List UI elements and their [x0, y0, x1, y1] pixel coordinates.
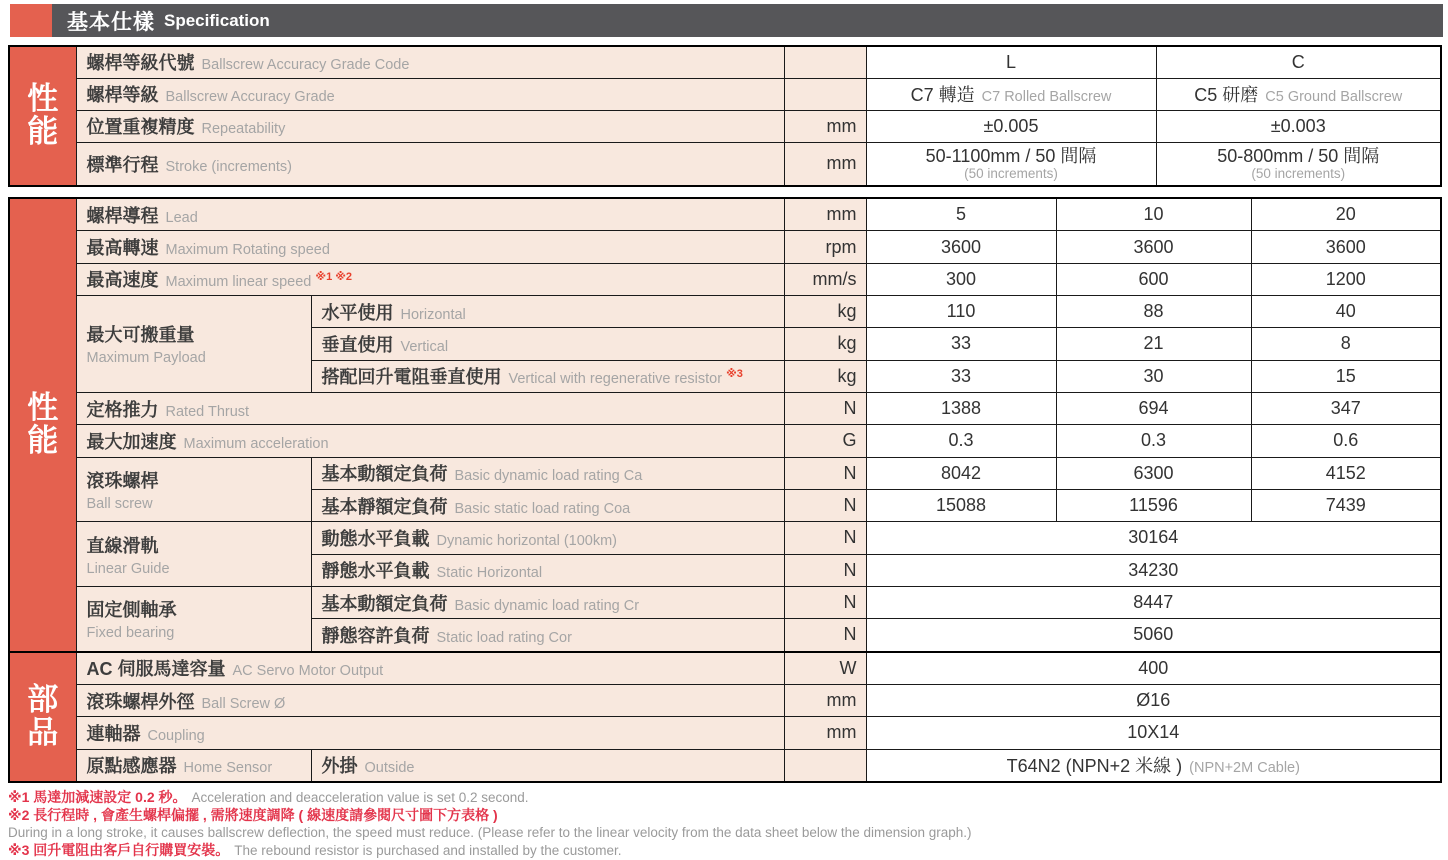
group-label-linear-guide — [76, 522, 311, 587]
unit-cell: kg — [784, 296, 866, 328]
value-cell: 1200 — [1251, 263, 1441, 295]
group-label-en: Linear Guide — [86, 560, 170, 577]
group-label-en: Fixed bearing — [86, 625, 175, 642]
value-cell: 40 — [1251, 296, 1441, 328]
row-label — [76, 142, 784, 186]
unit-cell: kg — [784, 328, 866, 360]
row-label-zh: 水平使用 — [321, 302, 394, 323]
value-cell: 347 — [1251, 392, 1441, 424]
unit-cell — [784, 749, 866, 782]
row-label-en: Ball Screw Ø — [201, 695, 286, 712]
row-label-zh: 螺桿等級 — [86, 85, 159, 105]
group-label-payload — [76, 296, 311, 393]
sidebar-performance-top — [9, 46, 76, 186]
value-main: 50-1100mm / 50 間隔 — [925, 145, 1097, 166]
row-label-zh: 垂直使用 — [321, 334, 394, 355]
value-cell-span: 5060 — [866, 619, 1441, 652]
row-label-zh: 外掛 — [321, 756, 358, 777]
footnotes — [8, 789, 1440, 859]
value-cell: 33 — [866, 328, 1056, 360]
sub-row-label — [311, 586, 784, 618]
row-label-en: Home Sensor — [183, 760, 273, 777]
sub-row-label — [311, 522, 784, 554]
unit-cell: N — [784, 489, 866, 521]
value-cell: 0.3 — [1056, 425, 1251, 457]
value-cell-span: 34230 — [866, 554, 1441, 586]
row-label — [76, 46, 784, 78]
value-cell: 4152 — [1251, 457, 1441, 489]
sidebar-performance — [9, 198, 76, 652]
unit-cell: N — [784, 457, 866, 489]
value-cell — [866, 142, 1156, 186]
value-cell — [866, 78, 1156, 110]
sub-row-label — [311, 360, 784, 392]
sub-row-label — [311, 489, 784, 521]
value-cell-span: 400 — [866, 652, 1441, 685]
row-label-zh: 原點感應器 — [86, 756, 177, 777]
footnote-2-en: During in a long stroke, it causes ballscrew deflection, the speed must reduce. (Please refer to the linear velocity from the data sheet below the dimension graph.) — [8, 825, 972, 840]
footnote-3-en: The rebound resistor is purchased and installed by the customer. — [234, 842, 622, 858]
unit-cell: kg — [784, 360, 866, 392]
unit-cell: N — [784, 619, 866, 652]
unit-cell: mm — [784, 142, 866, 186]
value-cell: 1388 — [866, 392, 1056, 424]
group-label-fixed-bearing — [76, 586, 311, 651]
value-cell-span — [866, 749, 1441, 782]
row-label-en: Horizontal — [400, 306, 466, 323]
row-label — [76, 425, 784, 457]
group-label-en: Maximum Payload — [86, 350, 206, 367]
value-cell: 694 — [1056, 392, 1251, 424]
unit-cell: N — [784, 586, 866, 618]
row-label-zh: 靜態水平負載 — [321, 561, 430, 582]
value-cell: 20 — [1251, 198, 1441, 231]
sidebar-performance-top-label: 性能 — [27, 81, 59, 149]
row-label-zh: 搭配回升電阻垂直使用 — [321, 367, 502, 388]
row-label-en: Outside — [364, 760, 415, 777]
footnote-2 — [8, 807, 1440, 825]
row-label-en: Ballscrew Accuracy Grade — [165, 89, 335, 105]
value-cell: 3600 — [1056, 231, 1251, 263]
footnote-ref-marks: ※1 ※2 — [315, 271, 353, 283]
row-label-en: Rated Thrust — [165, 403, 250, 420]
row-label-zh: 滾珠螺桿外徑 — [86, 691, 195, 712]
value-cell: 15 — [1251, 360, 1441, 392]
unit-cell — [784, 78, 866, 110]
group-label-zh: 滾珠螺桿 — [86, 470, 159, 491]
footnote-1-en: Acceleration and deacceleration value is set 0.2 second. — [191, 790, 529, 805]
value-cell-span: 8447 — [866, 586, 1441, 618]
sidebar-performance-label: 性能 — [27, 389, 59, 458]
row-label-zh: 基本動額定負荷 — [321, 464, 448, 485]
value-cell: 5 — [866, 198, 1056, 231]
row-label — [76, 198, 784, 231]
footnote-3 — [8, 842, 1440, 860]
row-label-zh: 最高速度 — [86, 270, 159, 291]
row-label — [76, 684, 784, 716]
value-cell: ±0.005 — [866, 110, 1156, 142]
group-label-ballscrew — [76, 457, 311, 522]
group-label-zh: 最大可搬重量 — [86, 325, 195, 346]
row-label — [76, 78, 784, 110]
unit-cell — [784, 46, 866, 78]
section-title-en: Specification — [164, 10, 270, 30]
row-label-en: Maximum Rotating speed — [165, 242, 330, 258]
row-label-en: Static Horizontal — [436, 565, 543, 582]
value-cell: 33 — [866, 360, 1056, 392]
row-label-en: Maximum linear speed — [165, 274, 312, 291]
row-label-en: Basic dynamic load rating Cr — [454, 597, 640, 614]
footnote-ref-marks: ※3 — [726, 367, 743, 380]
row-label-zh: 基本靜額定負荷 — [321, 496, 448, 517]
row-label-en: Static load rating Cor — [436, 629, 572, 646]
unit-cell: rpm — [784, 231, 866, 263]
value-cell: L — [866, 46, 1156, 78]
value-cell: 300 — [866, 263, 1056, 295]
unit-cell: N — [784, 392, 866, 424]
footnote-1 — [8, 789, 1440, 807]
value-cell: ±0.003 — [1156, 110, 1441, 142]
row-label-en: Coupling — [147, 727, 205, 744]
value-cell: 88 — [1056, 296, 1251, 328]
unit-cell: mm — [784, 717, 866, 749]
sub-row-label — [311, 554, 784, 586]
row-label — [76, 263, 784, 295]
value-cell: 3600 — [866, 231, 1056, 263]
row-label — [76, 231, 784, 263]
header-accent-square — [10, 4, 52, 37]
value-sub: (NPN+2M Cable) — [1189, 760, 1300, 777]
row-label — [76, 110, 784, 142]
row-label-zh: 最高轉速 — [86, 238, 159, 258]
unit-cell: mm — [784, 684, 866, 716]
value-main: C7 轉造 — [910, 85, 975, 105]
value-sub: C7 Rolled Ballscrew — [981, 89, 1112, 105]
row-label-en: Ballscrew Accuracy Grade Code — [201, 57, 410, 74]
row-label-zh: 位置重複精度 — [86, 117, 195, 137]
footnote-1-zh: ※1 馬達加減速設定 0.2 秒。 — [8, 789, 187, 805]
spec-table-main — [8, 197, 1442, 783]
value-cell: C — [1156, 46, 1441, 78]
sub-row-label — [311, 619, 784, 652]
value-cell: 0.6 — [1251, 425, 1441, 457]
row-label-en: Maximum acceleration — [183, 435, 329, 452]
value-cell: 6300 — [1056, 457, 1251, 489]
value-cell — [1156, 142, 1441, 186]
row-label-en: Basic static load rating Coa — [454, 500, 631, 517]
value-cell: 0.3 — [866, 425, 1056, 457]
value-cell: 7439 — [1251, 489, 1441, 521]
row-label-zh: AC 伺服馬達容量 — [86, 659, 226, 680]
value-sub: (50 increments) — [1251, 165, 1346, 181]
row-label-en: AC Servo Motor Output — [232, 663, 384, 680]
sub-row-label — [311, 457, 784, 489]
value-sub: C5 Ground Ballscrew — [1265, 89, 1403, 105]
value-cell — [1156, 78, 1441, 110]
spec-table-grade — [8, 45, 1442, 187]
value-cell: 600 — [1056, 263, 1251, 295]
value-cell-span: Ø16 — [866, 684, 1441, 716]
row-label-zh: 靜態容許負荷 — [321, 625, 430, 646]
unit-cell: N — [784, 554, 866, 586]
unit-cell: mm/s — [784, 263, 866, 295]
row-label-en: Repeatability — [201, 121, 286, 137]
unit-cell: G — [784, 425, 866, 457]
sub-row-label — [311, 296, 784, 328]
unit-cell: mm — [784, 110, 866, 142]
footnote-2-zh: ※2 長行程時 , 會產生螺桿偏擺 , 需將速度調降 ( 線速度請參閱尺寸圖下方表格 ) — [8, 806, 498, 823]
row-label-zh: 連軸器 — [86, 723, 141, 744]
row-label — [76, 652, 784, 685]
footnote-3-zh: ※3 回升電阻由客戶自行購買安裝。 — [8, 841, 230, 858]
row-label-zh: 螺桿導程 — [86, 205, 159, 226]
section-title-zh: 基本仕樣 — [67, 10, 155, 34]
unit-cell: W — [784, 652, 866, 685]
value-cell: 30 — [1056, 360, 1251, 392]
group-label-zh: 固定側軸承 — [86, 600, 177, 621]
row-label-zh: 標準行程 — [86, 154, 159, 175]
row-label-en: Lead — [165, 209, 198, 226]
value-main: T64N2 (NPN+2 米線 ) — [1006, 756, 1183, 777]
value-cell: 3600 — [1251, 231, 1441, 263]
row-label-en: Vertical with regenerative resistor — [508, 371, 723, 388]
sidebar-parts — [9, 652, 76, 782]
row-label-en: Stroke (increments) — [165, 158, 293, 175]
value-cell: 110 — [866, 296, 1056, 328]
group-label-zh: 直線滑軌 — [86, 535, 159, 556]
footnote-2-translation — [8, 824, 1440, 842]
value-sub: (50 increments) — [964, 165, 1058, 181]
sub-row-label — [311, 328, 784, 360]
group-label-en: Ball screw — [86, 495, 153, 512]
row-label-en: Vertical — [400, 338, 449, 355]
row-label — [76, 717, 784, 749]
value-main: 50-800mm / 50 間隔 — [1217, 145, 1380, 166]
value-cell: 21 — [1056, 328, 1251, 360]
unit-cell: mm — [784, 198, 866, 231]
row-label-en: Dynamic horizontal (100km) — [436, 532, 618, 549]
value-cell: 8042 — [866, 457, 1056, 489]
row-label-zh: 定格推力 — [86, 399, 159, 420]
value-cell: 8 — [1251, 328, 1441, 360]
row-label-zh: 螺桿等級代號 — [86, 53, 195, 74]
sidebar-parts-label: 部品 — [27, 681, 59, 750]
value-cell: 15088 — [866, 489, 1056, 521]
row-label — [76, 392, 784, 424]
row-label-zh: 基本動額定負荷 — [321, 593, 448, 614]
row-label-zh: 最大加速度 — [86, 431, 177, 452]
section-header-bar — [10, 4, 1443, 37]
value-cell-span: 30164 — [866, 522, 1441, 554]
row-label-home-sensor — [76, 749, 311, 782]
row-label-en: Basic dynamic load rating Ca — [454, 468, 643, 485]
row-label-zh: 動態水平負載 — [321, 528, 430, 549]
value-cell: 10 — [1056, 198, 1251, 231]
value-cell-span: 10X14 — [866, 717, 1441, 749]
unit-cell: N — [784, 522, 866, 554]
sub-row-label-outside — [311, 749, 784, 782]
value-cell: 11596 — [1056, 489, 1251, 521]
value-main: C5 研磨 — [1194, 85, 1259, 105]
